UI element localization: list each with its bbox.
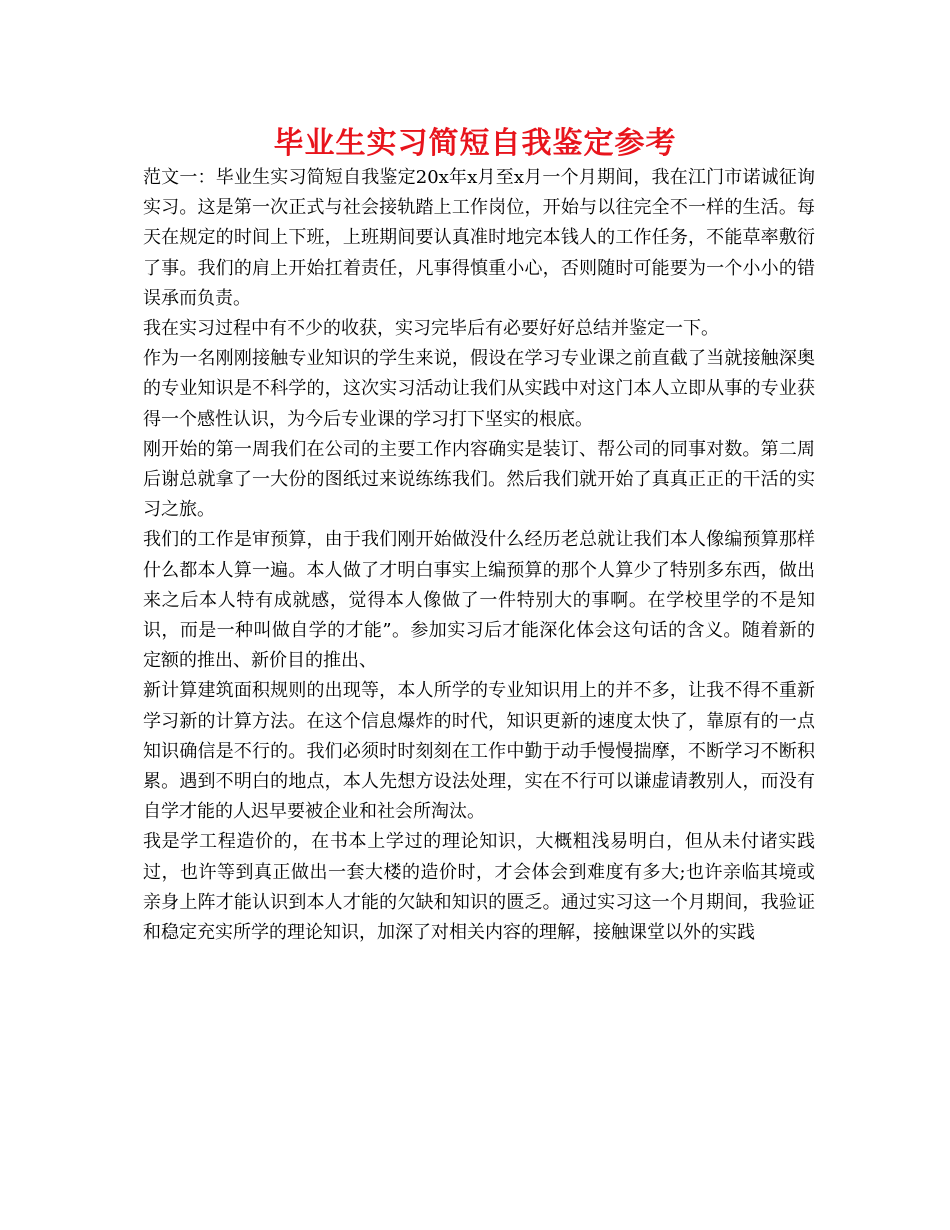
paragraph: 我是学工程造价的，在书本上学过的理论知识，大概粗浅易明白，但从未付诸实践过，也许等到真正做出一套大楼的造价时，才会体会到难度有多大;也许亲临其境或亲身上阵才能认识到本人才能的欠缺和知识的匮乏。通过实习这一个月期间，我验证和稳定充实所学的理论知识，加深了对相关内容的理解，接触课堂以外的实践 <box>143 831 815 944</box>
paragraph: 我在实习过程中有不少的收获，实习完毕后有必要好好总结并鉴定一下。 <box>143 318 719 340</box>
paragraph: 新计算建筑面积规则的出现等，本人所学的专业知识用上的并不多，让我不得不重新学习新的计算方法。在这个信息爆炸的时代，知识更新的速度太快了，靠原有的一点知识确信是不行的。我们必须时时刻刻在工作中勤于动手慢慢揣摩，不断学习不断积累。遇到不明白的地点，本人先想方设法处理，实在不行可以谦虚请教别人，而没有自学才能的人迟早要被企业和社会所淘汰。 <box>143 680 815 823</box>
paragraph: 刚开始的第一周我们在公司的主要工作内容确实是装订、帮公司的同事对数。第二周后谢总就拿了一大份的图纸过来说练练我们。然后我们就开始了真真正正的干活的实习之旅。 <box>143 438 815 521</box>
document-title: 毕业生实习简短自我鉴定参考 <box>273 126 677 161</box>
paragraph: 作为一名刚刚接触专业知识的学生来说，假设在学习专业课之前直截了当就接触深奥的专业知识是不科学的，这次实习活动让我们从实践中对这门本人立即从事的专业获得一个感性认识，为今后专业课的学习打下坚实的根底。 <box>143 348 815 430</box>
document-body <box>143 163 815 948</box>
paragraph: 范文一：毕业生实习简短自我鉴定20x年x月至x月一个月期间，我在江门市诺诚征询实习。这是第一次正式与社会接轨踏上工作岗位，开始与以往完全不一样的生活。每天在规定的时间上下班，上班期间要认真准时地完本钱人的工作任务，不能草率敷衍了事。我们的肩上开始扛着责任，凡事得慎重小心，否则随时可能要为一个小小的错误承而负责。 <box>143 167 815 309</box>
paragraph: 我们的工作是审预算，由于我们刚开始做没什么经历老总就让我们本人像编预算那样什么都本人算一遍。本人做了才明白事实上编预算的那个人算少了特别多东西，做出来之后本人特有成就感，觉得本人像做了一件特别大的事啊。在学校里学的不是知识，而是一种叫做自学的才能”。参加实习后才能深化体会这句话的含义。随着新的定额的推出、新价目的推出、 <box>143 529 815 672</box>
